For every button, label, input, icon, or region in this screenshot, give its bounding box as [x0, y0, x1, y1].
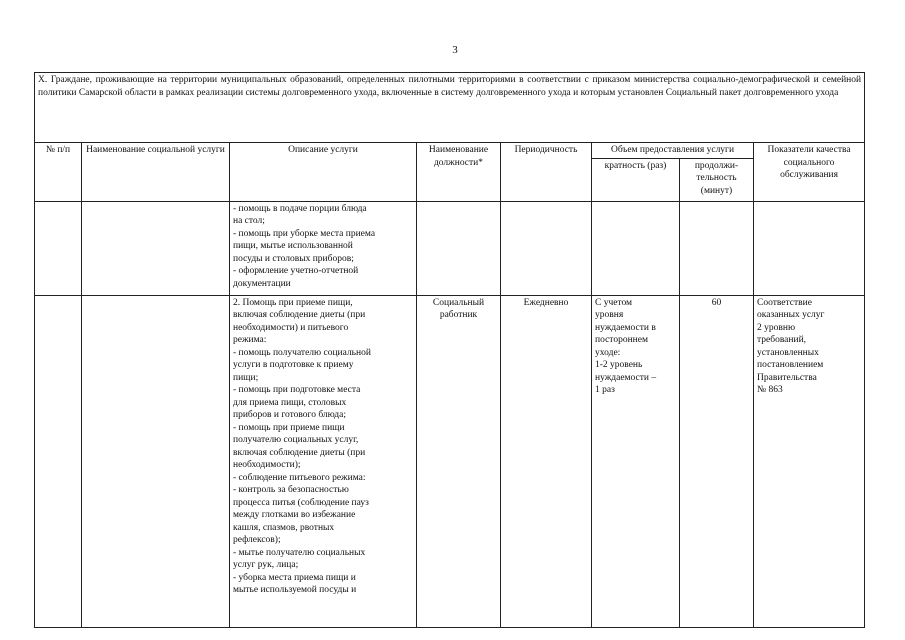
- quality-line: Соответствие: [757, 297, 812, 308]
- services-table: [34, 72, 865, 628]
- page-number: 3: [452, 44, 458, 56]
- header-volume: Объем предоставления услуги: [592, 143, 754, 159]
- frequency-line: уходе:: [595, 347, 621, 358]
- quality-line: постановлением: [757, 360, 824, 370]
- table-row: [35, 201, 865, 295]
- frequency-line: нуждаемости в: [595, 322, 656, 333]
- quality-line: Правительства: [757, 372, 817, 383]
- header-frequency: кратность (раз): [592, 158, 680, 201]
- row2-duration: [680, 295, 754, 627]
- frequency-line: 1-2 уровень: [595, 360, 643, 370]
- row1-description: [230, 201, 417, 295]
- position-line: работник: [439, 310, 478, 320]
- description-line: включая соблюдение диеты (при: [233, 310, 366, 320]
- description-line: между глотками во избежание: [233, 510, 356, 520]
- frequency-line: нуждаемости –: [595, 372, 657, 383]
- header-quality: Показатели качества социального обслуживания: [754, 143, 865, 202]
- section-title: X. Граждане, проживающие на территории муниципальных образований, определенных пилотными территориями в соответствии с приказом министерства социально-демографической и семейной политики Самарской области в рамках реализации системы долговременного ухода, включенные в систему долговременного ухода и которым установлен Социальный пакет долговременного ухода: [35, 73, 865, 143]
- header-description: Описание услуги: [230, 143, 417, 202]
- row1-num: [35, 201, 82, 295]
- quality-line: требований,: [757, 335, 807, 345]
- header-duration: продолжи-тельность (минут): [680, 158, 754, 201]
- quality-line: 2 уровню: [757, 322, 796, 333]
- row1-quality: [754, 201, 865, 295]
- row2-periodicity: [501, 295, 592, 627]
- description-line: пищи;: [233, 372, 259, 383]
- row1-frequency: [592, 201, 680, 295]
- description-line: мытье используемой посуды и: [233, 585, 357, 595]
- description-line: кашля, спазмов, рвотных: [233, 522, 335, 533]
- frequency-line: постороннем: [595, 335, 648, 345]
- description-line: - контроль за безопасностью: [233, 485, 349, 495]
- description-line: необходимости);: [233, 460, 301, 470]
- description-line: получателю социальных услуг,: [233, 435, 359, 445]
- table-row: [35, 295, 865, 627]
- row1-position: [417, 201, 501, 295]
- description-line: необходимости) и питьевого: [233, 322, 349, 333]
- description-line: пищи, мытье использованной: [233, 241, 353, 251]
- quality-line: оказанных услуг: [757, 310, 825, 320]
- row2-frequency: [592, 295, 680, 627]
- row1-duration: [680, 201, 754, 295]
- description-line: - мытье получателю социальных: [233, 547, 366, 558]
- frequency-line: уровня: [595, 310, 624, 320]
- description-line: включая соблюдение диеты (при: [233, 447, 366, 458]
- description-line: - помощь получателю социальной: [233, 347, 371, 358]
- description-line: для приема пищи, столовых: [233, 397, 347, 408]
- description-line: - помощь в подаче порции блюда: [233, 203, 367, 214]
- description-line: приборов и готового блюда;: [233, 410, 346, 420]
- header-num: № п/п: [35, 143, 82, 202]
- description-line: - помощь при уборке места приема: [233, 228, 376, 239]
- row2-quality: [754, 295, 865, 627]
- row2-num: [35, 295, 82, 627]
- row2-position: [417, 295, 501, 627]
- description-line: - помощь при приеме пищи: [233, 422, 345, 433]
- row2-service-name: [82, 295, 230, 627]
- description-line: режима:: [233, 335, 267, 345]
- duration-value: 60: [711, 297, 722, 308]
- description-line: - соблюдение питьевого режима:: [233, 472, 366, 483]
- frequency-line: 1 раз: [595, 385, 615, 395]
- periodicity-value: Ежедневно: [523, 297, 569, 308]
- row2-description: [230, 295, 417, 627]
- position-line: Социальный: [432, 297, 485, 308]
- description-line: - оформление учетно-отчетной: [233, 266, 359, 276]
- description-line: процесса питья (соблюдение пауз: [233, 497, 369, 508]
- quality-line: установленных: [757, 347, 819, 358]
- header-service-name: Наименование социальной услуги: [82, 143, 230, 202]
- description-line: - уборка места приема пищи и: [233, 572, 356, 583]
- description-line: документации: [233, 278, 291, 289]
- description-line: 2. Помощь при приеме пищи,: [233, 297, 353, 308]
- header-position: Наименование должности*: [417, 143, 501, 202]
- description-line: посуды и столовых приборов;: [233, 253, 354, 264]
- header-periodicity: Периодичность: [501, 143, 592, 202]
- quality-line: № 863: [757, 385, 783, 395]
- frequency-line: С учетом: [595, 297, 633, 308]
- row1-service-name: [82, 201, 230, 295]
- description-line: - помощь при подготовке места: [233, 385, 361, 395]
- row1-periodicity: [501, 201, 592, 295]
- description-line: рефлексов);: [233, 535, 281, 545]
- description-line: услуг рук, лица;: [233, 560, 299, 570]
- description-line: на стол;: [233, 216, 265, 226]
- description-line: услуги в подготовке к приему: [233, 360, 354, 370]
